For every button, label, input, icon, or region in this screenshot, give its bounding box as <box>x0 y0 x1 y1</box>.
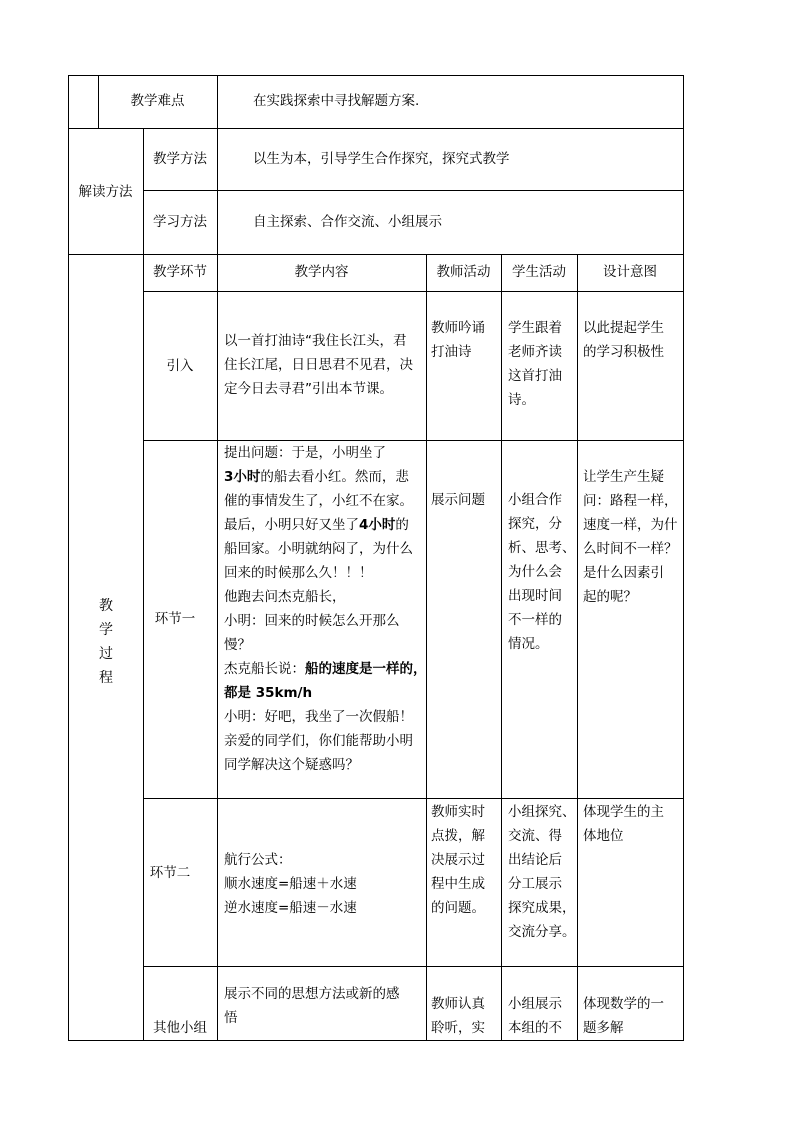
stage1-intent-line: 让学生产生疑 <box>583 469 664 485</box>
learning-method-content: 自主探索、合作交流、小组展示 <box>253 214 442 230</box>
stage1-line: 他跑去问杰克船长， <box>224 589 346 605</box>
stage1-line: 催的事情发生了，小红不在家。 <box>224 493 413 509</box>
stage1-line: 都是 35km/h <box>224 685 313 701</box>
stage1-intent-line: 么时间不一样？ <box>583 541 678 557</box>
grid-line <box>68 254 684 255</box>
stage1-intent-line: 是什么因素引 <box>583 565 664 581</box>
stage2-label: 环节二 <box>149 865 191 881</box>
bold-text: 3小时 <box>224 469 261 485</box>
stage1-student-line: 为什么会 <box>508 564 562 580</box>
stage1-intent <box>583 465 678 609</box>
stage2-line: 逆水速度=船速－水速 <box>224 900 357 916</box>
header-intent: 设计意图 <box>603 264 657 280</box>
intro-intent-line: 的学习积极性 <box>583 344 664 360</box>
stage2-student <box>508 800 576 944</box>
stage2-student-line: 交流分享。 <box>508 924 576 940</box>
stage1-line: 慢？ <box>224 637 251 653</box>
process-label-char: 教 <box>99 598 113 614</box>
stage1-line: 提出问题：于是，小明坐了 <box>224 445 386 461</box>
intro-content <box>224 329 413 401</box>
stage1-line <box>224 513 427 537</box>
stage1-student-line: 析、思考、 <box>508 540 576 556</box>
process-label-char: 程 <box>99 670 113 686</box>
stage2-intent <box>583 800 664 848</box>
stage1-content <box>224 441 427 777</box>
teaching-method-content: 以生为本，引导学生合作探究，探究式教学 <box>253 151 510 167</box>
stage3-teacher-line: 聆听，实 <box>431 1020 485 1036</box>
teaching-method-label: 教学方法 <box>153 151 207 167</box>
process-label-char: 学 <box>99 622 113 638</box>
stage2-teacher-line: 决展示过 <box>431 852 485 868</box>
stage3-line: 悟 <box>224 1010 238 1026</box>
stage1-line: 同学解决这个疑惑吗？ <box>224 757 359 773</box>
intro-intent <box>583 316 664 364</box>
intro-intent-line: 以此提起学生 <box>583 320 664 336</box>
stage3-line: 展示不同的思想方法或新的感 <box>224 986 400 1002</box>
stage2-line: 顺水速度=船速＋水速 <box>224 876 357 892</box>
grid-line <box>143 798 684 799</box>
plain-text: 最后，小明只好又坐了 <box>224 517 359 533</box>
stage2-student-line: 分工展示 <box>508 876 562 892</box>
stage1-student-line: 探究，分 <box>508 516 562 532</box>
intro-student-line: 学生跟着 <box>508 320 562 336</box>
intro-student <box>508 316 562 412</box>
grid-line <box>143 291 684 292</box>
stage1-student-line: 出现时间 <box>508 588 562 604</box>
grid-line <box>501 254 502 1040</box>
header-stage: 教学环节 <box>153 264 207 280</box>
header-teacher: 教师活动 <box>436 264 491 280</box>
stage1-intent-line: 问：路程一样， <box>583 493 678 509</box>
plain-text: 的船去看小红。然而，悲 <box>260 469 409 485</box>
process-label <box>96 594 116 690</box>
stage3-student-line: 本组的不 <box>508 1020 562 1036</box>
stage2-teacher-line: 点拨，解 <box>431 828 485 844</box>
grid-line <box>217 75 218 1040</box>
stage1-student-line: 小组合作 <box>508 492 562 508</box>
stage1-label: 环节一 <box>154 611 196 627</box>
grid-line <box>68 1040 684 1041</box>
stage1-teacher-line: 展示问题 <box>431 492 485 508</box>
intro-teacher-line: 打油诗 <box>431 344 472 360</box>
stage2-content <box>224 848 357 920</box>
intro-teacher-line: 教师吟诵 <box>431 320 485 336</box>
stage2-line: 航行公式： <box>224 852 292 868</box>
intro-content-line: 住长江尾，日日思君不见君，决 <box>224 357 413 373</box>
stage1-line <box>224 465 427 489</box>
grid-line <box>68 75 684 76</box>
bold-text: 船的速度是一样的， <box>305 661 427 677</box>
stage2-student-line: 交流、得 <box>508 828 562 844</box>
stage1-line: 船回家。小明就纳闷了，为什么 <box>224 541 413 557</box>
intro-content-line: 定今日去寻君”引出本节课。 <box>224 381 393 397</box>
stage2-intent-line: 体现学生的主 <box>583 804 664 820</box>
intro-student-line: 诗。 <box>508 392 535 408</box>
header-student: 学生活动 <box>512 264 566 280</box>
intro-teacher <box>431 316 485 364</box>
grid-line <box>68 128 684 129</box>
stage1-intent-line: 速度一样，为什 <box>583 517 678 533</box>
grid-line <box>143 190 684 191</box>
stage1-student-line: 不一样的 <box>508 612 562 628</box>
grid-line <box>68 75 69 1040</box>
stage2-student-line: 出结论后 <box>508 852 562 868</box>
grid-line <box>683 75 684 1040</box>
stage3-teacher <box>431 992 485 1040</box>
stage2-teacher <box>431 800 485 920</box>
stage3-student <box>508 992 562 1040</box>
difficulty-label: 教学难点 <box>130 93 185 109</box>
difficulty-content: 在实践探索中寻找解题方案. <box>253 93 420 109</box>
stage3-intent <box>583 992 664 1040</box>
plain-text: 杰克船长说： <box>224 661 305 677</box>
stage1-line <box>224 657 427 681</box>
intro-stage: 引入 <box>166 358 194 374</box>
stage3-intent-line: 题多解 <box>583 1020 624 1036</box>
stage3-label: 其他小组 <box>153 1020 207 1036</box>
stage1-intent-line: 起的呢？ <box>583 589 637 605</box>
stage2-intent-line: 体地位 <box>583 828 624 844</box>
intro-student-line: 这首打油 <box>508 368 562 384</box>
grid-line <box>577 254 578 1040</box>
stage2-teacher-line: 程中生成 <box>431 876 485 892</box>
bold-text: 4小时 <box>359 517 396 533</box>
stage1-teacher <box>431 488 485 512</box>
stage3-student-line: 小组展示 <box>508 996 562 1012</box>
stage1-line: 小明：回来的时候怎么开那么 <box>224 613 400 629</box>
stage1-line: 回来的时候那么久！！！ <box>224 565 373 581</box>
stage3-content <box>224 982 400 1030</box>
stage1-line: 小明：好吧，我坐了一次假船！ <box>224 709 413 725</box>
stage2-teacher-line: 的问题。 <box>431 900 485 916</box>
stage1-student <box>508 488 576 656</box>
stage1-student-line: 情况。 <box>508 636 549 652</box>
learning-method-label: 学习方法 <box>153 214 207 230</box>
grid-line <box>143 966 684 967</box>
process-label-char: 过 <box>99 646 113 662</box>
intro-content-line: 以一首打油诗“我住长江头，君 <box>224 333 407 349</box>
stage2-teacher-line: 教师实时 <box>431 804 485 820</box>
stage2-student-line: 探究成果， <box>508 900 576 916</box>
method-group-label: 解读方法 <box>78 184 133 200</box>
header-content: 教学内容 <box>294 264 349 280</box>
stage1-line: 亲爱的同学们，你们能帮助小明 <box>224 733 413 749</box>
plain-text: 的 <box>395 517 409 533</box>
stage3-intent-line: 体现数学的一 <box>583 996 664 1012</box>
stage2-student-line: 小组探究、 <box>508 804 576 820</box>
stage3-teacher-line: 教师认真 <box>431 996 485 1012</box>
intro-student-line: 老师齐读 <box>508 344 562 360</box>
